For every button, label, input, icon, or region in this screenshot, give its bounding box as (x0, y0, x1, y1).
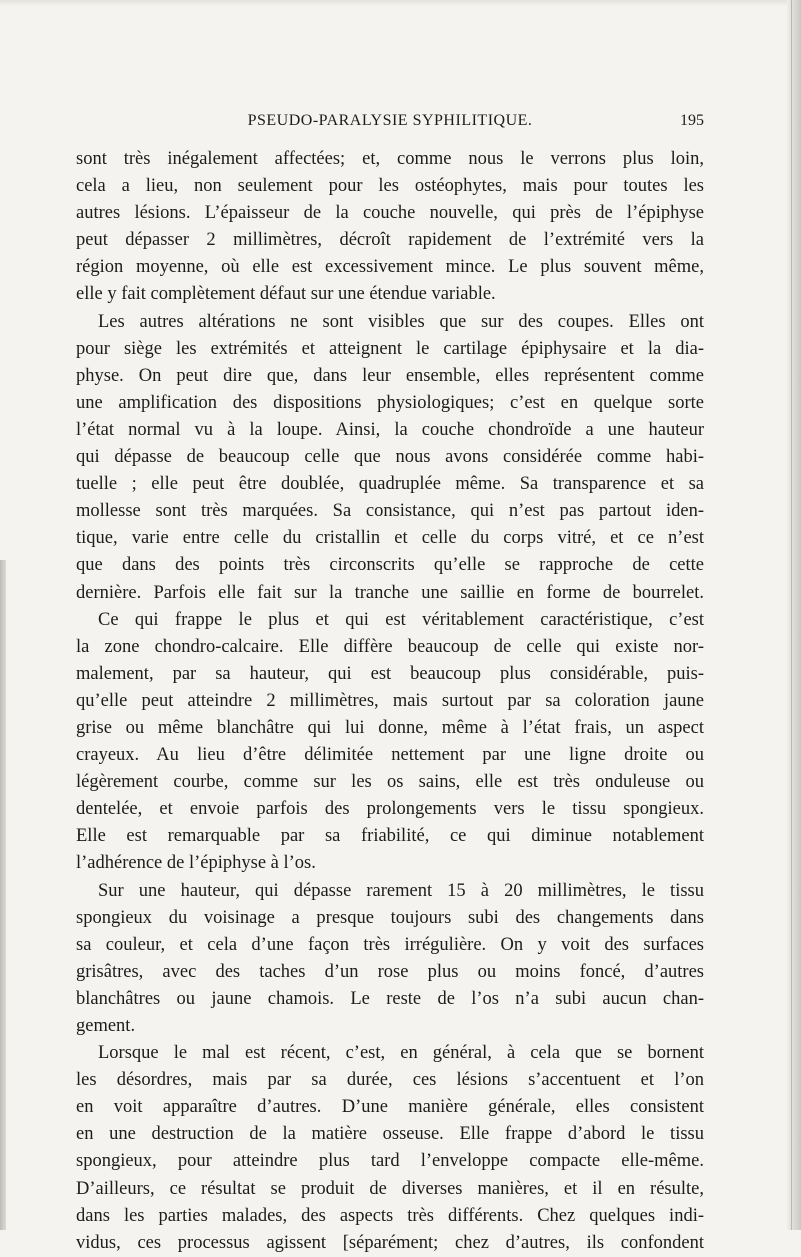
running-title: PSEUDO-PARALYSIE SYPHILITIQUE. (247, 112, 533, 129)
page-edge-left (0, 560, 6, 1230)
text-line: les désordres, mais par sa durée, ces lésions s’accentuent et l’on (76, 1070, 704, 1091)
text-line: crayeux. Au lieu d’être délimitée nettement par une ligne droite ou (76, 745, 704, 766)
text-line: qu’elle peut atteindre 2 millimètres, mais surtout par sa coloration jaune (76, 690, 704, 711)
text-line: blanchâtres ou jaune chamois. Le reste de l’os n’a subi aucun chan- (76, 988, 704, 1009)
page-edge-right (787, 0, 801, 1230)
text-line: une amplification des dispositions physiologiques; c’est en quelque sorte (76, 392, 704, 413)
text-line: région moyenne, où elle est excessivement mince. Le plus souvent même, (76, 257, 704, 278)
body-text (76, 146, 704, 1257)
text-line: grise ou même blanchâtre qui lui donne, même à l’état frais, un aspect (76, 717, 704, 738)
text-line: dernière. Parfois elle fait sur la tranche une saillie en forme de bourrelet. (76, 582, 704, 603)
text-line: spongieux du voisinage a presque toujours subi des changements dans (76, 907, 704, 928)
text-line: l’adhérence de l’épiphyse à l’os. (76, 853, 316, 874)
text-line: que dans des points très circonscrits qu’elle se rapproche de cette (76, 555, 704, 576)
text-line: spongieux, pour atteindre plus tard l’enveloppe compacte elle-même. (76, 1151, 704, 1172)
text-line: la zone chondro-calcaire. Elle diffère beaucoup de celle qui existe nor- (76, 636, 704, 657)
text-line: l’état normal vu à la loupe. Ainsi, la couche chondroïde a une hauteur (76, 419, 704, 440)
text-line: tuelle ; elle peut être doublée, quadruplée même. Sa transparence et sa (76, 474, 704, 495)
text-line: physe. On peut dire que, dans leur ensemble, elles représentent comme (76, 365, 704, 386)
text-line: tique, varie entre celle du cristallin et celle du corps vitré, et ce n’est (76, 528, 704, 549)
text-line: dans les parties malades, des aspects très différents. Chez quelques indi- (76, 1205, 704, 1226)
page-top-shadow (0, 0, 801, 6)
text-line: en une destruction de la matière osseuse. Elle frappe d’abord le tissu (76, 1124, 704, 1145)
text-line: Sur une hauteur, qui dépasse rarement 15 à 20 millimètres, le tissu (98, 880, 704, 901)
text-line: peut dépasser 2 millimètres, décroît rapidement de l’extrémité vers la (76, 230, 704, 251)
text-line: en voit apparaître d’autres. D’une manière générale, elles consistent (76, 1097, 704, 1118)
text-line: qui dépasse de beaucoup celle que nous avons considérée comme habi- (76, 447, 704, 468)
page-header (76, 112, 704, 134)
text-line: sa couleur, et cela d’une façon très irrégulière. On y voit des surfaces (76, 934, 704, 955)
page-number: 195 (680, 112, 704, 129)
text-line: malement, par sa hauteur, qui est beaucoup plus considérable, puis- (76, 663, 704, 684)
text-line: Les autres altérations ne sont visibles que sur des coupes. Elles ont (98, 311, 704, 332)
text-line: Lorsque le mal est récent, c’est, en général, à cela que se bornent (98, 1043, 704, 1064)
text-line: pour siège les extrémités et atteignent le cartilage épiphysaire et la dia- (76, 338, 704, 359)
text-line: sont très inégalement affectées; et, comme nous le verrons plus loin, (76, 149, 704, 169)
text-line: légèrement courbe, comme sur les os sains, elle est très onduleuse ou (76, 772, 704, 793)
text-line: vidus, ces processus agissent [séparément; chez d’autres, ils confondent (76, 1232, 704, 1253)
text-line: autres lésions. L’épaisseur de la couche nouvelle, qui près de l’épiphyse (76, 203, 704, 224)
text-line: dentelée, et envoie parfois des prolongements vers le tissu spongieux. (76, 799, 704, 820)
text-line: D’ailleurs, ce résultat se produit de diverses manières, et il en résulte, (76, 1178, 704, 1199)
text-line: gement. (76, 1016, 136, 1036)
text-line: mollesse sont très marquées. Sa consistance, qui n’est pas partout iden- (76, 501, 704, 522)
text-line: Elle est remarquable par sa friabilité, ce qui diminue notablement (76, 826, 704, 847)
text-line: cela a lieu, non seulement pour les ostéophytes, mais pour toutes les (76, 176, 704, 197)
text-line: elle y fait complètement défaut sur une étendue variable. (76, 284, 496, 305)
text-line: Ce qui frappe le plus et qui est véritablement caractéristique, c’est (98, 609, 704, 630)
text-line: grisâtres, avec des taches d’un rose plus ou moins foncé, d’autres (76, 961, 704, 982)
